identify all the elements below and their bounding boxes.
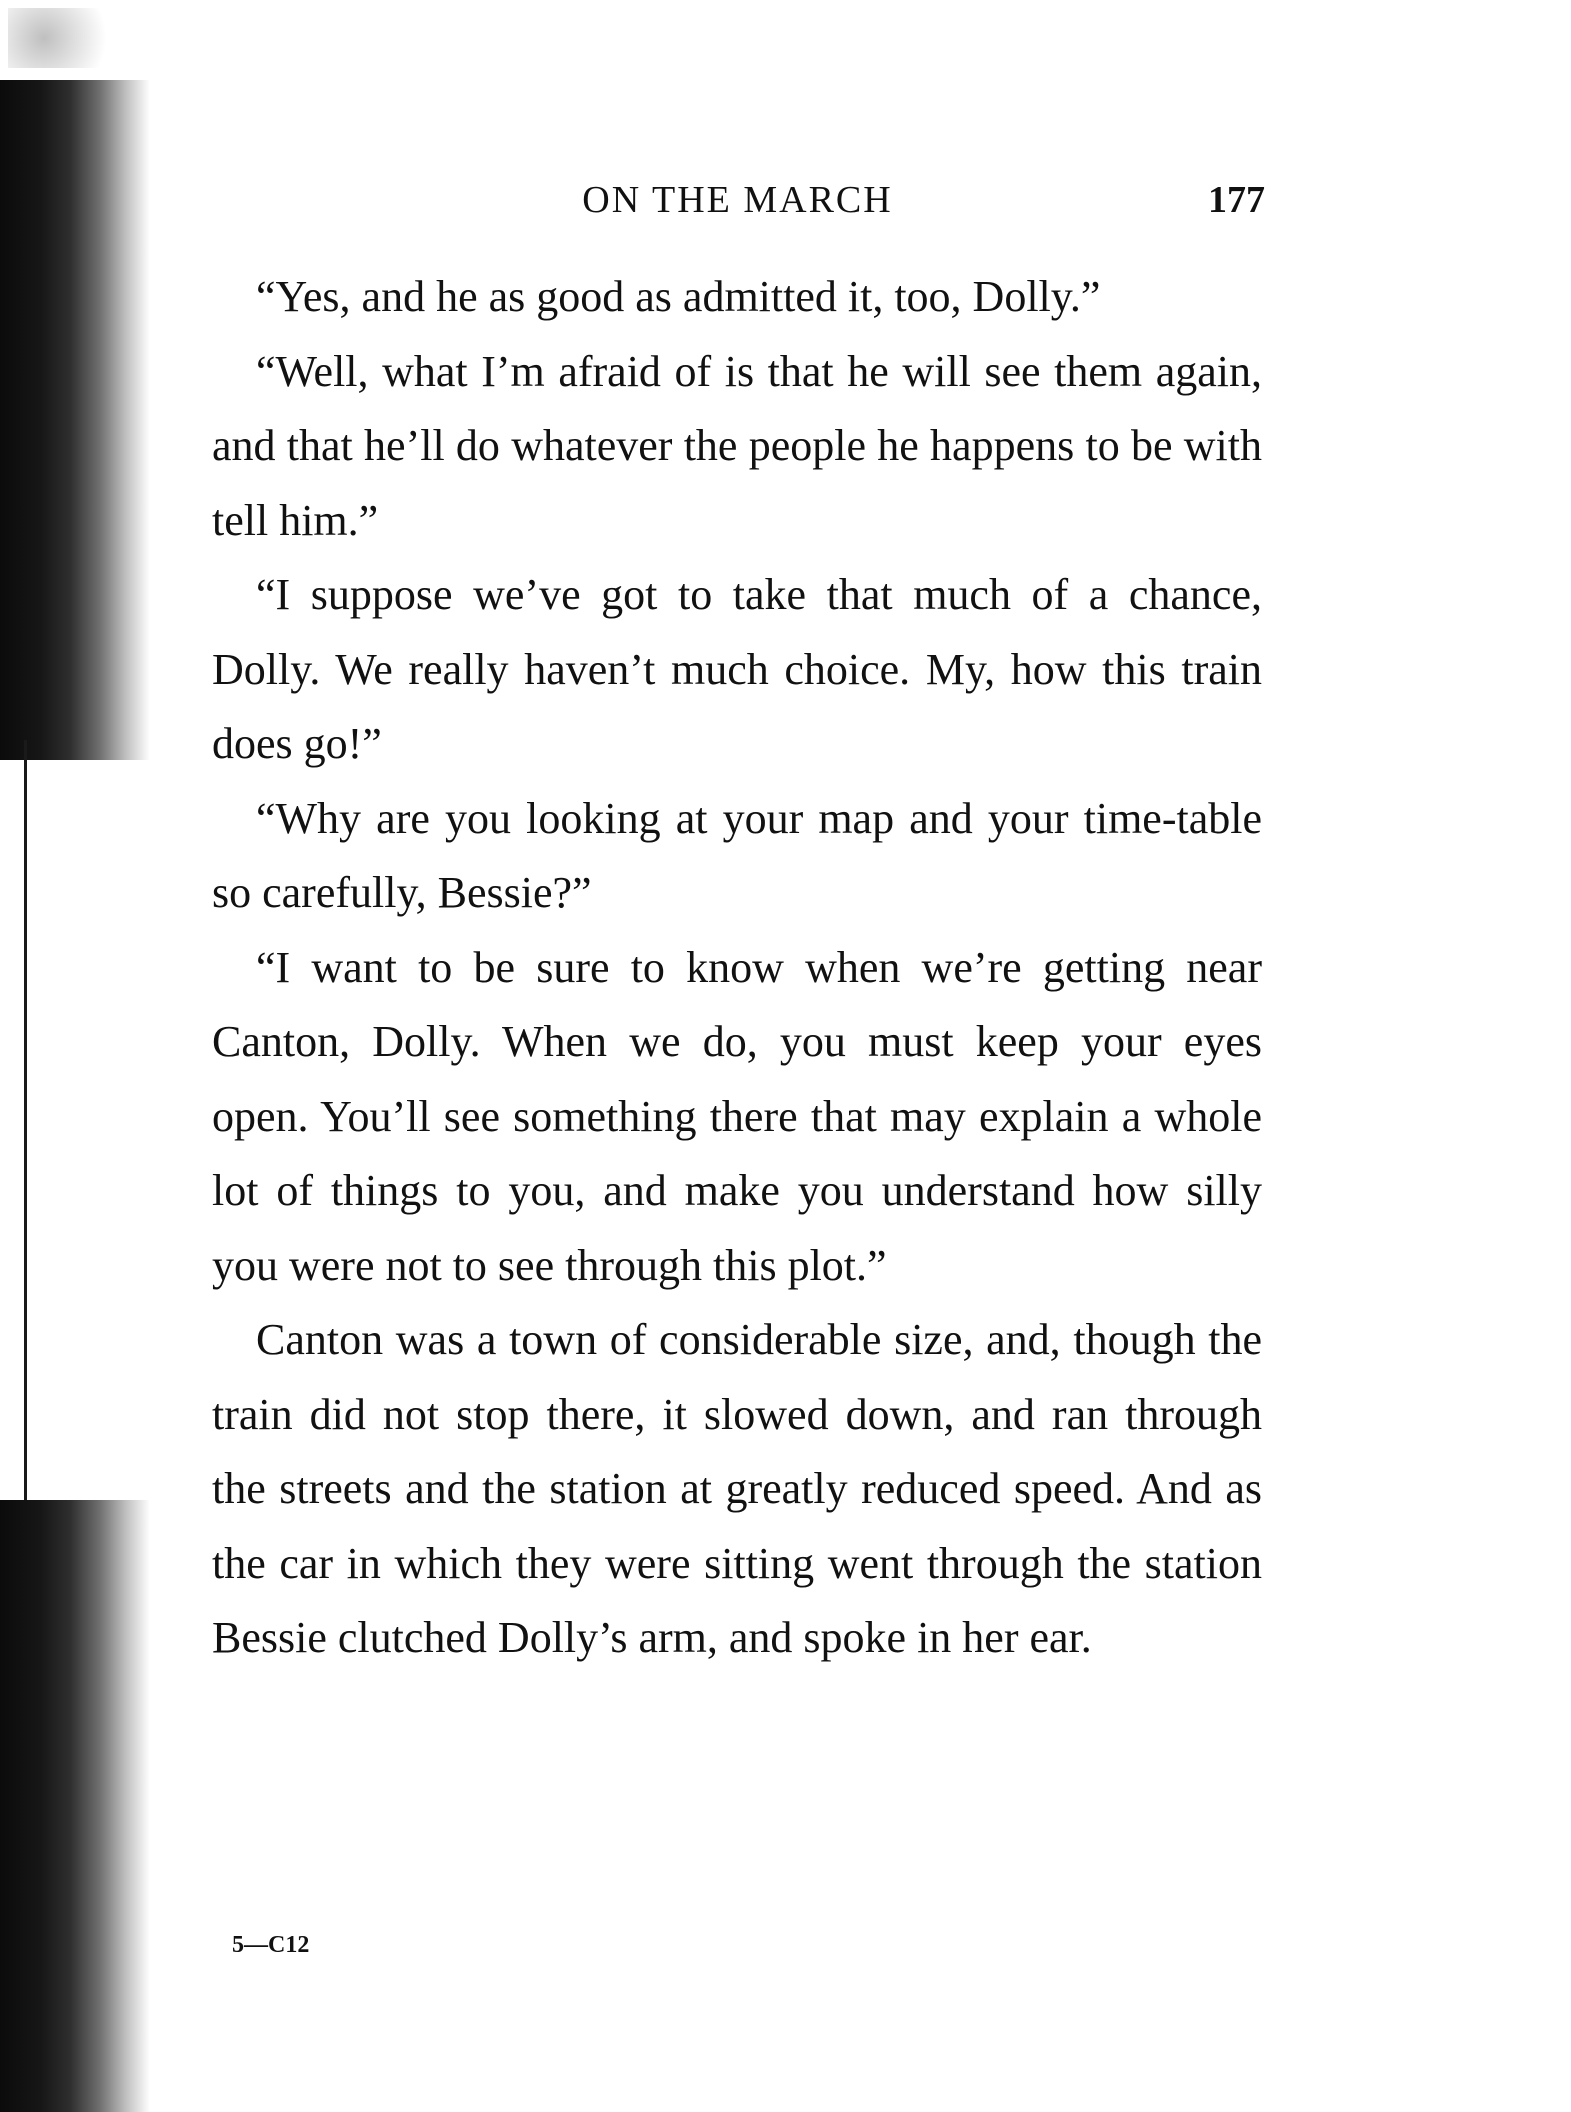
scan-speck [8, 8, 128, 68]
paragraph: “Why are you looking at your map and your time-table so carefully, Bessie?” [212, 793, 1262, 917]
binding-shadow-bottom [0, 1500, 150, 2112]
paragraph: “Well, what I’m afraid of is that he will see them again, and that he’ll do whatever the people he happens to be with tell him.” [212, 346, 1262, 545]
paragraph: “I want to be sure to know when we’re getting near Canton, Dolly. When we do, you must keep your eyes open. You’ll see something there that may explain a whole lot of things to you, and make you understand how silly you were not to see through this plot.” [212, 942, 1262, 1290]
running-title: ON THE MARCH [582, 179, 893, 221]
paragraph: “I suppose we’ve got to take that much of a chance, Dolly. We really haven’t much choice. My, how this train does go!” [212, 570, 1262, 768]
page-number: 177 [1208, 179, 1265, 221]
binding-shadow-top [0, 80, 150, 760]
body-text [212, 260, 1262, 1676]
paragraph: “Yes, and he as good as admitted it, too, Dolly.” [256, 272, 1101, 321]
binding-rule [24, 740, 27, 1520]
signature-mark: 5—C12 [232, 1932, 310, 1958]
paragraph: Canton was a town of considerable size, and, though the train did not stop there, it slowed down, and ran through the streets and the station at greatly reduced speed. And as the car in which they were sitting went through the station Bessie clutched Dolly’s arm, and spoke in her ear. [212, 1315, 1262, 1662]
running-head [210, 170, 1265, 230]
